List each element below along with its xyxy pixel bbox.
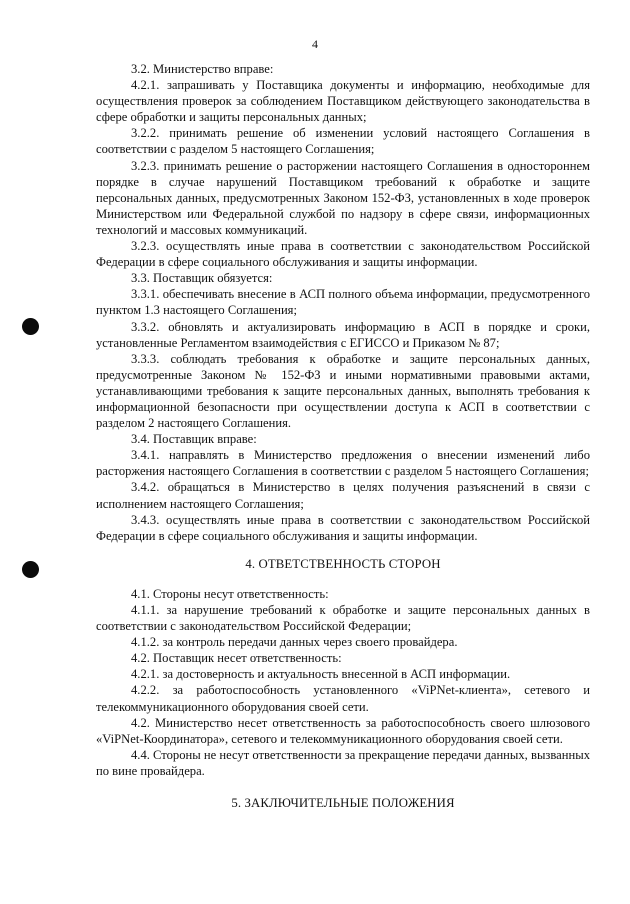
paragraph-4-1: 4.1. Стороны несут ответственность: [131, 586, 329, 601]
paragraph-3-4: 3.4. Поставщик вправе: [131, 432, 257, 447]
paragraph-3-4-2: 3.4.2. обращаться в Министерство в целях получения разъяснений в связи с исполнением настоящего Соглашения; [96, 480, 590, 511]
section-heading-responsibility: 4. ОТВЕТСТВЕННОСТЬ СТОРОН [245, 556, 441, 571]
section-heading-final-provisions: 5. ЗАКЛЮЧИТЕЛЬНЫЕ ПОЛОЖЕНИЯ [231, 796, 455, 811]
paragraph-4-2: 4.2. Поставщик несет ответственность: [131, 651, 342, 666]
paragraph-4-2-ministry: 4.2. Министерство несет ответственность за работоспособность своего шлюзового «ViPNet-Координатора», сетевого и телекоммуникационного оборудования своей сети. [96, 715, 590, 746]
document-body [96, 61, 590, 811]
paragraph-3-3-3: 3.3.3. соблюдать требования к обработке и защите персональных данных, предусмотренные Законом № 152-ФЗ и иными нормативными правовыми актами, устанавливающими требования к защите персональных данных, выполнять требования к информационной безопасности при осуществлении доступа к АСП в соответствии с разделом 2 настоящего Соглашения. [96, 351, 590, 431]
paragraph-4-1-2: 4.1.2. за контроль передачи данных через своего провайдера. [131, 635, 458, 650]
paragraph-3-4-1: 3.4.1. направлять в Министерство предложения о внесении изменений либо расторжения настоящего Соглашения в соответствии с разделом 5 настоящего Соглашения; [96, 448, 590, 479]
page-number: 4 [312, 37, 318, 51]
binder-hole-top [22, 318, 39, 335]
paragraph-3-3-2: 3.3.2. обновлять и актуализировать информацию в АСП в порядке и сроки, установленные Регламентом взаимодействия с ЕГИССО и Приказом № 87; [96, 319, 590, 350]
paragraph-3-2-3-termination: 3.2.3. принимать решение о расторжении настоящего Соглашения в одностороннем порядке в случае нарушений Поставщиком требований к обработке и защите персональных данных, предусмотренных Законом 152-ФЗ, установленных в ходе проверок Министерством или Федеральной службой по надзору в сфере связи, информационных технологий и массовых коммуникаций. [96, 158, 590, 237]
paragraph-3-2-3-other-rights: 3.2.3. осуществлять иные права в соответствии с законодательством Российской Федерации в сфере социального обслуживания и защиты информации. [96, 239, 590, 270]
paragraph-3-4-3: 3.4.3. осуществлять иные права в соответствии с законодательством Российской Федерации в сфере социального обслуживания и защиты информации. [96, 512, 590, 543]
paragraph-3-2-2: 3.2.2. принимать решение об изменении условий настоящего Соглашения в соответствии с разделом 5 настоящего Соглашения; [96, 126, 590, 157]
paragraph-4-1-1: 4.1.1. за нарушение требований к обработке и защите персональных данных в соответствии с законодательством Российской Федерации; [96, 603, 590, 634]
paragraph-3-2: 3.2. Министерство вправе: [131, 62, 274, 76]
paragraph-4-2-2: 4.2.2. за работоспособность установленного «ViPNet-клиента», сетевого и телекоммуникационного оборудования своей сети. [96, 683, 590, 714]
paragraph-4-2-1: 4.2.1. за достоверность и актуальность внесенной в АСП информации. [131, 667, 511, 682]
paragraph-3-3: 3.3. Поставщик обязуется: [131, 271, 273, 286]
paragraph-3-3-1: 3.3.1. обеспечивать внесение в АСП полного объема информации, предусмотренного пунктом 1.3 настоящего Соглашения; [96, 287, 590, 318]
paragraph-4-2-1: 4.2.1. запрашивать у Поставщика документы и информацию, необходимые для осуществления проверок за соблюдением Поставщиком действующего законодательства в сфере обработки и защиты персональных данных; [96, 78, 590, 125]
binder-hole-bottom [22, 561, 39, 578]
paragraph-4-4: 4.4. Стороны не несут ответственности за прекращение передачи данных, вызванных по вине провайдера. [96, 747, 590, 778]
